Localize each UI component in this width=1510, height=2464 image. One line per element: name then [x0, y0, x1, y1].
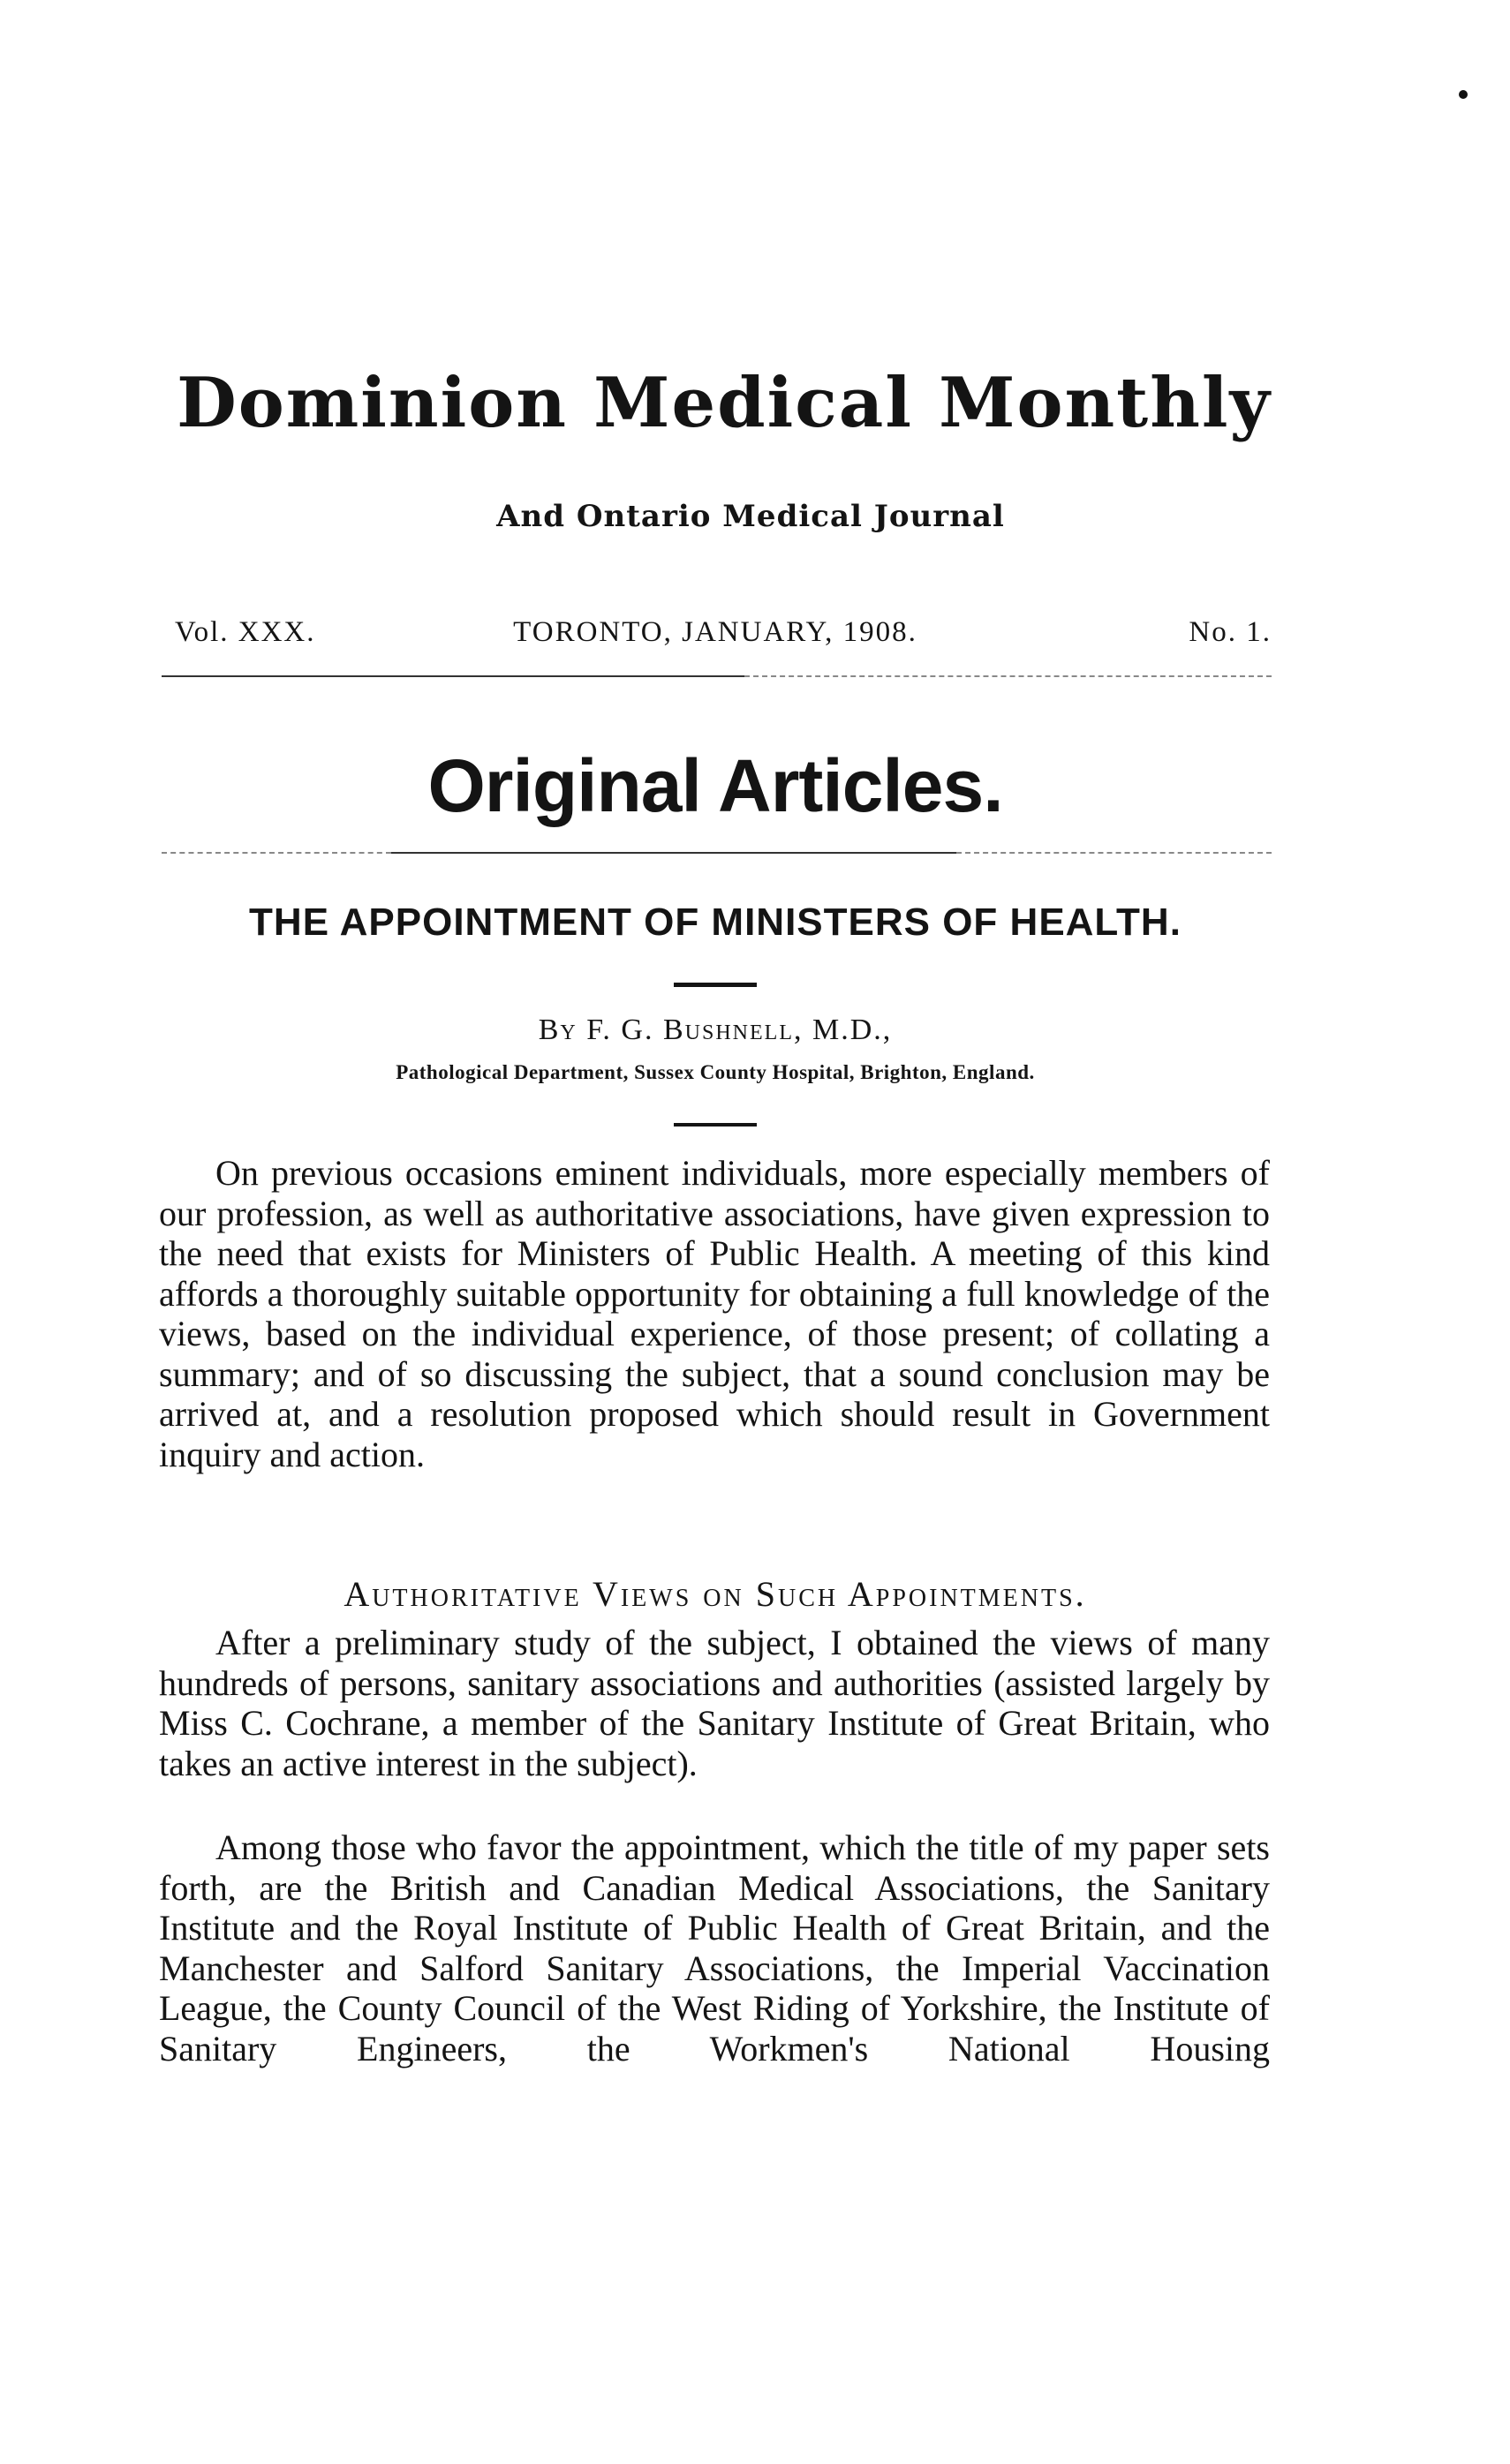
masthead-rule — [162, 675, 744, 677]
paragraph-1: On previous occasions eminent individuals, more especially members of our profession, as well as authoritative associations, have given expression to the need that exists for Ministers of Public Health. A meeting of this kind affords a thoroughly suitable opportunity for obtaining a full knowledge of the views, based on the individual experience, of those present; of collating a summary; and of so discussing the subject, that a sound conclusion may be arrived at, and a resolution proposed which should result in Government inquiry and action. — [159, 1153, 1270, 1474]
paragraph-3 — [159, 1827, 1270, 2068]
article-title: THE APPOINTMENT OF MINISTERS OF HEALTH. — [249, 900, 1182, 944]
paragraph-3-text: Among those who favor the appointment, which the title of my paper sets forth, are the British and Canadian Medical Associations, the Sanitary Institute and the Royal Institute of Public Health of Great Britain, and the Manchester and Salford Sanitary Associations, the Imperial Vaccination League, the County Council of the West Riding of Yorkshire, the Institute of Sanitary Engineers, the Workmen's National Housing — [159, 1827, 1270, 2068]
section-rule-left — [162, 852, 391, 854]
paragraph-2: After a preliminary study of the subject, I obtained the views of many hundreds of persons, sanitary associations and authorities (assisted largely by Miss C. Cochrane, a member of the Sanitary Institute of Great Britain, who takes an active interest in the subject). — [159, 1623, 1270, 1783]
issue-number: No. 1. — [1189, 616, 1272, 648]
section-rule-right — [956, 852, 1272, 854]
author-affiliation: Pathological Department, Sussex County Hospital, Brighton, England. — [396, 1061, 1035, 1083]
masthead-rule-dashed — [744, 675, 1272, 677]
volume-label: Vol. XXX. — [175, 616, 316, 648]
author-name: F. G. Bushnell, M.D., — [586, 1013, 893, 1046]
section-heading: Original Articles. — [427, 744, 1003, 827]
ink-speck — [1459, 90, 1468, 99]
title-divider — [674, 983, 757, 987]
section-rule — [391, 852, 956, 854]
byline-prefix: By — [538, 1013, 578, 1046]
byline-divider — [674, 1123, 757, 1127]
place-date: TORONTO, JANUARY, 1908. — [513, 616, 917, 648]
masthead-subtitle: And Ontario Medical Journal — [496, 499, 1005, 534]
masthead-title: Dominion Medical Monthly — [177, 363, 1272, 443]
subheading: Authoritative Views on Such Appointments. — [344, 1574, 1087, 1614]
byline — [159, 1013, 1272, 1047]
